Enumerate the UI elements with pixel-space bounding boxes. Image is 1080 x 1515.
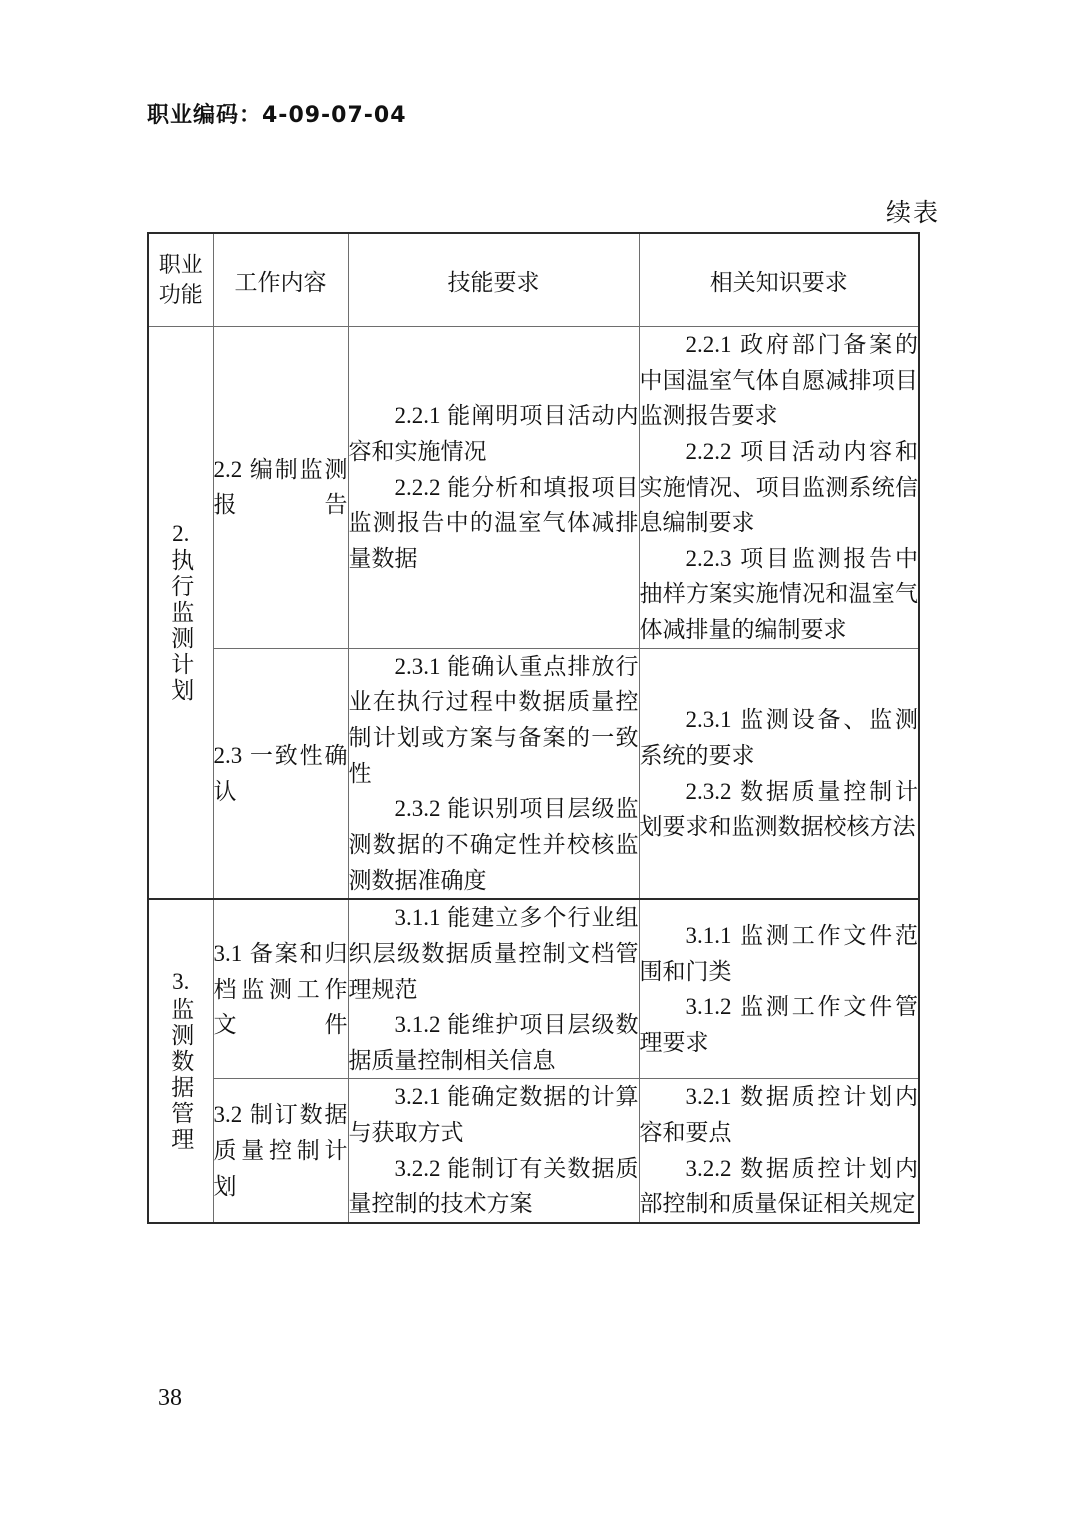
continued-table-label: 续表 [885,200,940,227]
table-row [148,327,919,649]
job-function-name-2: 执行监测计划 [168,548,194,705]
work-content-3-2: 3.2 制订数据质量控制计划 [213,1079,348,1223]
header-job-function [148,233,213,327]
running-head-occupation-code: 职业编码：4-09-07-04 [147,103,407,128]
job-function-cell-3 [148,899,213,1223]
knowledge-item: 2.3.2 数据质量控制计划要求和监测数据校核方法 [639,778,918,840]
job-function-number-2: 2. [172,520,190,546]
occupational-standard-table-wrapper [147,232,918,1224]
skill-cell-2-3 [348,648,639,899]
work-content-2-3: 2.3 一致性确认 [213,648,348,899]
table-header-row [148,233,919,327]
knowledge-item: 2.2.3 项目监测报告中抽样方案实施情况和温室气体减排量的编制要求 [639,545,918,643]
knowledge-item: 3.2.1 数据质控计划内容和要点 [639,1084,918,1146]
table-row [148,648,919,899]
table-row [148,899,919,1079]
knowledge-cell-3-2 [639,1079,919,1223]
work-content-2-2: 2.2 编制监测报告 [213,327,348,649]
job-function-name-3: 监测数据管理 [168,996,194,1153]
knowledge-item: 2.3.1 监测设备、监测系统的要求 [639,707,918,768]
skill-item: 3.2.1 能确定数据的计算与获取方式 [348,1084,639,1146]
knowledge-item: 3.2.2 数据质控计划内部控制和质量保证相关规定 [639,1155,918,1217]
skill-item: 3.1.2 能维护项目层级数据质量控制相关信息 [348,1012,639,1073]
skill-item: 2.2.2 能分析和填报项目监测报告中的温室气体减排量数据 [348,474,639,571]
skill-item: 2.3.2 能识别项目层级监测数据的不确定性并校核监测数据准确度 [348,796,639,893]
skill-cell-3-2 [348,1079,639,1223]
header-knowledge-requirement: 相关知识要求 [639,233,919,327]
skill-item: 2.2.1 能阐明项目活动内容和实施情况 [348,403,639,464]
job-function-number-3: 3. [172,969,190,995]
skill-item: 3.1.1 能建立多个行业组织层级数据质量控制文档管理规范 [348,905,639,1002]
knowledge-item: 2.2.2 项目活动内容和实施情况、项目监测系统信息编制要求 [639,438,918,536]
skill-cell-3-1 [348,899,639,1079]
knowledge-cell-2-3 [639,648,919,899]
knowledge-cell-2-2 [639,327,919,649]
job-function-cell-2 [148,327,213,900]
table-row [148,1079,919,1223]
page-number: 38 [158,1385,182,1411]
work-content-3-1: 3.1 备案和归档监测工作文件 [213,899,348,1079]
skill-item: 3.2.2 能制订有关数据质量控制的技术方案 [348,1155,639,1217]
header-job-function-line1: 职业 [158,252,203,278]
header-work-content: 工作内容 [213,233,348,327]
occupational-standard-table [147,232,920,1224]
skill-item: 2.3.1 能确认重点排放行业在执行过程中数据质量控制计划或方案与备案的一致性 [348,653,639,786]
knowledge-item: 3.1.2 监测工作文件管理要求 [639,994,918,1055]
skill-cell-2-2 [348,327,639,649]
knowledge-cell-3-1 [639,899,919,1079]
knowledge-item: 2.2.1 政府部门备案的中国温室气体自愿减排项目监测报告要求 [639,332,918,429]
knowledge-item: 3.1.1 监测工作文件范围和门类 [639,923,918,984]
header-job-function-line2: 功能 [158,282,203,307]
header-skill-requirement: 技能要求 [348,233,639,327]
